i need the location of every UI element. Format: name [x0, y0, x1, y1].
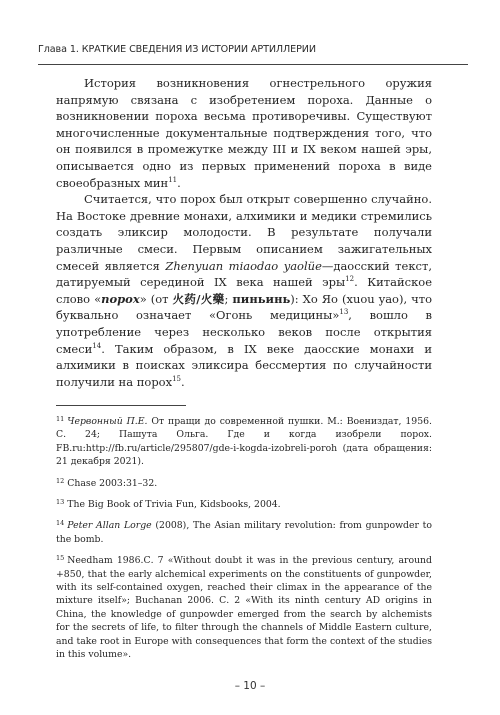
paragraph-2-text-d: » (от [139, 291, 173, 306]
paragraph-2-text-g: , вошло в употребление через несколько веков после открытия смеси [56, 308, 432, 356]
footnote-author: Червонный П.Е. [67, 416, 148, 427]
paragraph-2-text-h: . Таким образом, в IX веке даосские монахи и алхимики в поисках эликсира бессмертия по случайности получили на порох [56, 341, 432, 389]
footnote-ref-13[interactable]: 13 [339, 308, 349, 317]
footnote-ref-11[interactable]: 11 [168, 175, 178, 184]
footnote-number: 12 [56, 476, 65, 485]
paragraph-2 [56, 191, 432, 390]
footnote-ref-15[interactable]: 15 [172, 374, 182, 383]
paragraph-2-text-e: ; [224, 291, 233, 306]
footnote-text: (2008), The Asian military revolution: from gunpowder to the bomb. [56, 520, 433, 545]
text-title-italic: Zhenyuan miaodao yaolüe [165, 258, 322, 273]
paragraph-2-text-b: —даосский текст, датируемый серединой IX века нашей эры [56, 258, 432, 290]
header-rule [38, 64, 468, 65]
word-poroh: порох [101, 291, 140, 306]
paragraph-2-text-i: . [181, 374, 185, 389]
footnote-ref-12[interactable]: 12 [345, 275, 355, 284]
footnote-13 [56, 496, 432, 511]
footnote-rule [56, 405, 186, 406]
paragraph-1: История возникновения огнестрельного оружия напрямую связана с изобретением пороха. Данные о возникновении пороха весьма противоречивы. Существуют многочисленные документальные подтверждения того, что он появился в промежутке между III и IX веком нашей эры, описывается одно из первых применений пороха в виде своеобразных мин$^{11}$. [56, 76, 432, 190]
paragraph-1-text: История возникновения огнестрельного оружия напрямую связана с изобретением пороха. Данные о возникновении пороха весьма противоречивы. Существуют многочисленные документальные подтверждения того, что он появился в промежутке между III и IX веком нашей эры, описывается одно из первых применений пороха в виде своеобразных мин [56, 76, 432, 190]
footnote-number: 13 [56, 498, 65, 507]
footnotes [56, 407, 432, 662]
footnote-number: 15 [56, 554, 65, 563]
footnote-14 [56, 517, 432, 546]
footnote-12 [56, 475, 432, 490]
footnote-text: Needham 1986.С. 7 «Without doubt it was in the previous century, around +850, that the early alchemical experiments on the constituents of gunpowder, with its self-contained oxygen, reached their climax in the appearance of the mixture itself»; Buchanan 2006. С. 2 «With its ninth century AD origins in China, the knowledge of gunpowder emerged from the search by alchemists for the secrets of life, to filter through the channels of Middle Eastern culture, and take root in Europe with consequences that form the context of the studies in this volume». [56, 555, 432, 661]
footnote-text: Chase 2003:31–32. [67, 477, 158, 489]
footnote-15 [56, 552, 432, 661]
footnote-number: 11 [56, 415, 65, 423]
running-header: Глава 1. КРАТКИЕ СВЕДЕНИЯ ИЗ ИСТОРИИ АРТИЛЛЕРИИ [38, 44, 316, 55]
paragraph-2-text-c: . Китайское слово « [56, 275, 432, 306]
page-number: – 10 – [234, 680, 266, 692]
footnote-ref-14[interactable]: 14 [92, 341, 102, 350]
paragraph-2-text-a: Считается, что порох был открыт совершенно случайно. На Востоке древние монахи, алхимики и медики стремились создать эликсир молодости. В результате получали различные смеси. Первым описанием зажигательных смесей является [56, 192, 432, 273]
paragraph-2-text-f: ): Хо Яо (xuou yao), что буквально означает «Огонь медицины» [56, 291, 433, 323]
chinese-characters: 火药/火藥 [172, 291, 225, 306]
footnote-text: От пращи до современной пушки. М.: Воениздат, 1956. С. 24; Пашута Ольга. Где и когда изобрели порох. FB.ru:http://fb.ru/article/295807/gde-i-kogda-izobreli-poroh (дата обращения: 21 декабря 2021). [56, 416, 432, 468]
footnote-text: The Big Book of Trivia Fun, Kidsbooks, 2004. [67, 499, 281, 511]
footnote-11 [56, 413, 432, 469]
pinyin-label: пиньинь [232, 291, 291, 306]
footnote-number: 14 [56, 519, 65, 528]
main-text [56, 75, 432, 390]
footnote-author: Peter Allan Lorge [67, 520, 152, 532]
